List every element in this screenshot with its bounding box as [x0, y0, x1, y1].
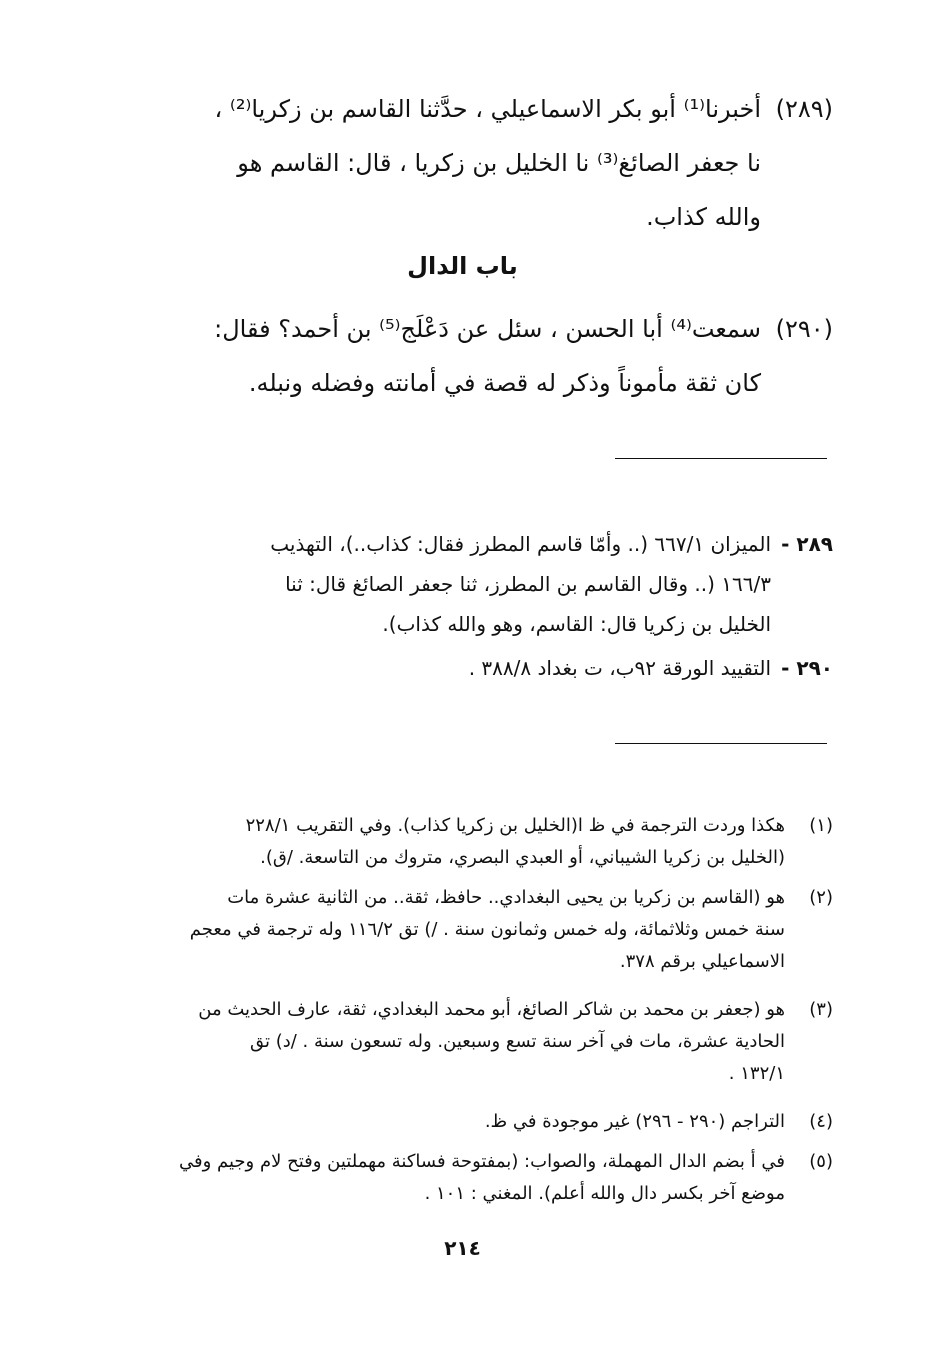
footnote-text: [133, 1106, 785, 1138]
commentary-number: ٢٩٠ -: [781, 656, 833, 680]
commentary-line: الميزان ٦٦٧/١ (.. وأمّا قاسم المطرز فقال: كذاب..)، التهذيب: [270, 532, 771, 556]
page-number: ٢١٤: [444, 1236, 481, 1260]
commentary-text: [133, 648, 771, 688]
footnote-text: [133, 994, 785, 1090]
footnote-number: (٤): [809, 1111, 833, 1132]
commentary-289: [133, 524, 833, 644]
entry-text: [133, 302, 761, 410]
footnote-4: [133, 1106, 833, 1138]
footnote-number: (٥): [809, 1151, 833, 1172]
commentary-line: التقييد الورقة ٩٢ب، ت بغداد ٣٨٨/٨ .: [468, 656, 771, 680]
entry-line: أخبرنا⁽¹⁾ أبو بكر الاسماعيلي ، حدَّثنا القاسم بن زكريا⁽²⁾ ،: [214, 95, 761, 123]
commentary-line: الخليل بن زكريا قال: القاسم، وهو والله كذاب).: [382, 612, 771, 636]
footnote-line: هو (جعفر بن محمد بن شاكر الصائغ، أبو محمد البغدادي، ثقة، عارف الحديث من: [198, 999, 785, 1020]
footnote-line: الحادية عشرة، مات في آخر سنة تسع وسبعين. وله تسعون سنة . /د) تق: [249, 1031, 785, 1052]
footnote-number: (١): [809, 815, 833, 836]
section-heading: باب الدال: [407, 252, 518, 280]
footnote-line: موضع آخر بكسر دال والله أعلم). المغني : ١٠١ .: [424, 1183, 785, 1204]
commentary-line: ١٦٦/٣ (.. وقال القاسم بن المطرز، ثنا جعفر الصائغ قال: ثنا: [285, 572, 771, 596]
footnote-1: [133, 810, 833, 874]
footnote-line: في أ بضم الدال المهملة، والصواب: (بمفتوحة فساكنة مهملتين وفتح لام وجيم وفي: [179, 1151, 785, 1172]
entry-289: [133, 82, 833, 244]
footnote-line: الاسماعيلي برقم ٣٧٨.: [619, 951, 785, 972]
footnote-number: (٣): [809, 999, 833, 1020]
footnote-line: هكذا وردت الترجمة في ظ ا(الخليل بن زكريا كذاب). وفي التقريب ٢٢٨/١: [245, 815, 785, 836]
entry-line: نا جعفر الصائغ⁽³⁾ نا الخليل بن زكريا ، قال: القاسم هو: [237, 149, 761, 177]
entry-line: والله كذاب.: [646, 203, 761, 231]
footnote-number: (٢): [809, 887, 833, 908]
divider-line: [615, 458, 827, 459]
footnote-text: [133, 882, 785, 978]
footnote-text: [133, 810, 785, 874]
commentary-text: [133, 524, 771, 644]
footnote-line: التراجم (٢٩٠ - ٢٩٦) غير موجودة في ظ.: [484, 1111, 785, 1132]
footnote-3: [133, 994, 833, 1090]
commentary-number: ٢٨٩ -: [781, 532, 833, 556]
entry-line: كان ثقة مأموناً وذكر له قصة في أمانته وفضله ونبله.: [248, 369, 761, 397]
footnote-5: [133, 1146, 833, 1210]
footnote-text: [133, 1146, 785, 1210]
footnote-line: هو (القاسم بن زكريا بن يحيى البغدادي.. حافظ، ثقة.. من الثانية عشرة مات: [227, 887, 785, 908]
entry-number: (٢٩٠): [775, 315, 833, 343]
footnote-line: (الخليل بن زكريا الشيباني، أو العبدي البصري، متروك من التاسعة. /ق).: [260, 847, 785, 868]
footnote-line: ١٣٢/١ .: [728, 1063, 785, 1084]
footnote-line: سنة خمس وثلاثمائة، وله خمس وثمانون سنة . /) تق ١١٦/٢ وله ترجمة في معجم: [189, 919, 785, 940]
entry-text: [133, 82, 761, 244]
entry-number: (٢٨٩): [775, 95, 833, 123]
divider-line: [615, 743, 827, 744]
entry-290: [133, 302, 833, 410]
entry-line: سمعت⁽⁴⁾ أبا الحسن ، سئل عن دَعْلَج⁽⁵⁾ بن أحمد؟ فقال:: [214, 315, 761, 343]
footnote-2: [133, 882, 833, 978]
commentary-290: [133, 648, 833, 688]
